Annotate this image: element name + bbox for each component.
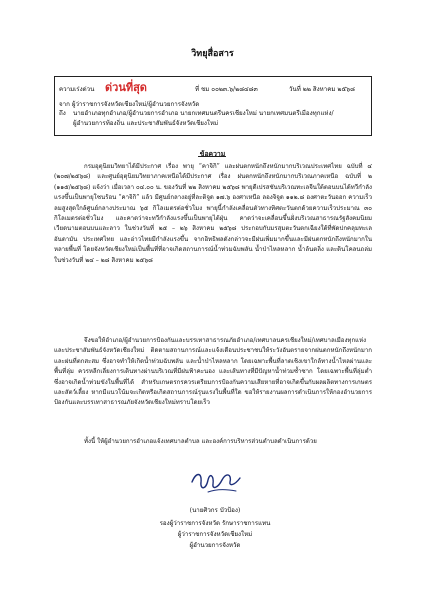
body-paragraph-2-text: จึงขอให้อำเภอ/ผู้อำนวยการป้องกันและบรรเทาสาธารณภัยอำเภอ/เทศบาลนครเชียงใหม่/เทศบาลเมืองทุกแห่ง และประชาสัมพันธ์จังหวัดเชียงใหม่ ติดตามสถานการณ์และแจ้งเตือนประชาชนให้ระวังอันตรายจากฝนตกหนักถึงหนักมากและฝนที่ตกสะสม ซึ่งอาจทำให้เกิดน้ำท่วมฉับพลัน และน้ำป่าไหลหลาก โดยเฉพาะพื้นที่ลาดเชิงเขาใกล้ทางน้ำไหลผ่านและพื้นที่ลุ่ม ควรหลีกเลี่ยงการเดินทางผ่านบริเวณที่มีฝนฟ้าคะนอง และเส้นทางที่มีปัญหาน้ำท่วมซ้ำซาก โดยเฉพาะพื้นที่ลุ่มต่ำ ซึ่งอาจเกิดน้ำท่วมขังในพื้นที่ได้ สำหรับเกษตรกรควรเตรียมการป้องกันความเสียหายที่อาจเกิดขึ้นกับผลผลิตทางการเกษตรและสัตว์เลี้ยง หากมีแนวโน้มจะเกิดหรือเกิดสถานการณ์รุนแรงในพื้นที่ใด ขอให้รายงานผลการดำเนินการให้กองอำนวยการป้องกันและบรรเทาสาธารณภัยจังหวัดเชียงใหม่ทราบโดยเร็ว <box>54 337 372 407</box>
signature-image <box>186 458 246 500</box>
body-paragraph-2 <box>54 336 372 409</box>
signatory-title-2: ผู้ว่าราชการจังหวัดเชียงใหม่ <box>177 531 253 538</box>
document-date: วันที่ ๒๒ สิงหาคม ๒๕๖๘ <box>289 86 355 93</box>
from-line: จาก ผู้ว่าราชการจังหวัดเชียงใหม่/ผู้อำนวยการจังหวัด <box>59 101 200 108</box>
signatory-title-1: รองผู้ว่าราชการจังหวัด รักษาราชการแทน <box>159 520 271 527</box>
signatory-name: (นายศิวกร บัวป้อง) <box>189 507 241 514</box>
body-paragraph-3 <box>54 437 372 447</box>
message-heading: ข้อความ <box>199 150 226 158</box>
to-recipients-2: ผู้อำนวยการท้องถิ่น และประชาสัมพันธ์จังหวัดเชียงใหม่ <box>73 120 219 127</box>
body-paragraph-1 <box>54 162 372 266</box>
memo-header-box <box>54 76 372 136</box>
signatory-title-3: ผู้อำนวยการจังหวัด <box>189 542 241 549</box>
document-title: วิทยุสื่อสาร <box>191 49 234 59</box>
to-label: ถึง <box>59 110 66 117</box>
to-recipients-1: นายอำเภอทุกอำเภอ/ผู้อำนวยการอำเภอ นายกเทศมนตรีนครเชียงใหม่ นายกเทศมนตรีเมืองทุกแห่ง/ <box>73 110 334 117</box>
body-paragraph-3-text: ทั้งนี้ ให้ผู้อำนวยการอำเภอแจ้งเทศบาลตำบล และองค์การบริหารส่วนตำบลดำเนินการด้วย <box>84 438 317 445</box>
to-line <box>59 111 334 117</box>
body-paragraph-1-text: กรมอุตุนิยมวิทยาได้มีประกาศ เรื่อง พายุ “คาจิกิ” และฝนตกหนักถึงหนักมากบริเวณประเทศไทย ฉบับที่ ๔ (๒๐๗/๒๕๖๘) และศูนย์อุตุนิยมวิทยาภาคเหนือได้มีประกาศ เรื่อง ฝนตกหนักถึงหนักมากบริเวณภาคเหนือ ฉบับที่ ๒ (๑๑๕/๒๕๖๘) แจ้งว่า เมื่อเวลา ๐๔.๐๐ น. ของวันที่ ๒๒ สิงหาคม ๒๕๖๘ พายุดีเปรสชันบริเวณทะเลจีนใต้ตอนบนได้ทวีกำลังแรงขึ้นเป็นพายุโซนร้อน “คาจิกิ” แล้ว มีศูนย์กลางอยู่ที่ละติจูด ๑๗.๖ องศาเหนือ ลองจิจูด ๑๑๒.๘ องศาตะวันออก ความเร็วลมสูงสุดใกล้ศูนย์กลางประมาณ ๖๕ กิโลเมตรต่อชั่วโมง พายุนี้กำลังเคลื่อนตัวทางทิศตะวันตกด้วยความเร็วประมาณ ๓๐ กิโลเมตรต่อชั่วโมง และคาดว่าจะทวีกำลังแรงขึ้นเป็นพายุไต้ฝุ่น คาดว่าจะเคลื่อนขึ้นฝั่งบริเวณสาธารณรัฐสังคมนิยมเวียดนามตอนบนและลาว ในช่วงวันที่ ๒๕ – ๒๖ สิงหาคม ๒๕๖๘ ประกอบกับมรสุมตะวันตกเฉียงใต้ที่พัดปกคลุมทะเลอันดามัน ประเทศไทย และอ่าวไทยมีกำลังแรงขึ้น จากอิทธิพลดังกล่าวจะมีฝนเพิ่มมากขึ้นและมีฝนตกหนักถึงหนักมากในหลายพื้นที่ โดยจังหวัดเชียงใหม่เป็นพื้นที่ที่อาจเกิดสถานการณ์น้ำท่วมฉับพลัน น้ำป่าไหลหลาก น้ำล้นตลิ่ง และดินโคลนถล่ม ในช่วงวันที่ ๒๔ – ๒๘ สิงหาคม ๒๕๖๘ <box>54 163 372 264</box>
urgency-label: ความเร่งด่วน <box>59 86 95 93</box>
urgency-value: ด่วนที่สุด <box>105 81 147 94</box>
heading-underline <box>198 156 226 157</box>
reference-number: ที่ ชม ๐๐๒๓.๖/๒๘๔๘๓ <box>195 86 258 93</box>
